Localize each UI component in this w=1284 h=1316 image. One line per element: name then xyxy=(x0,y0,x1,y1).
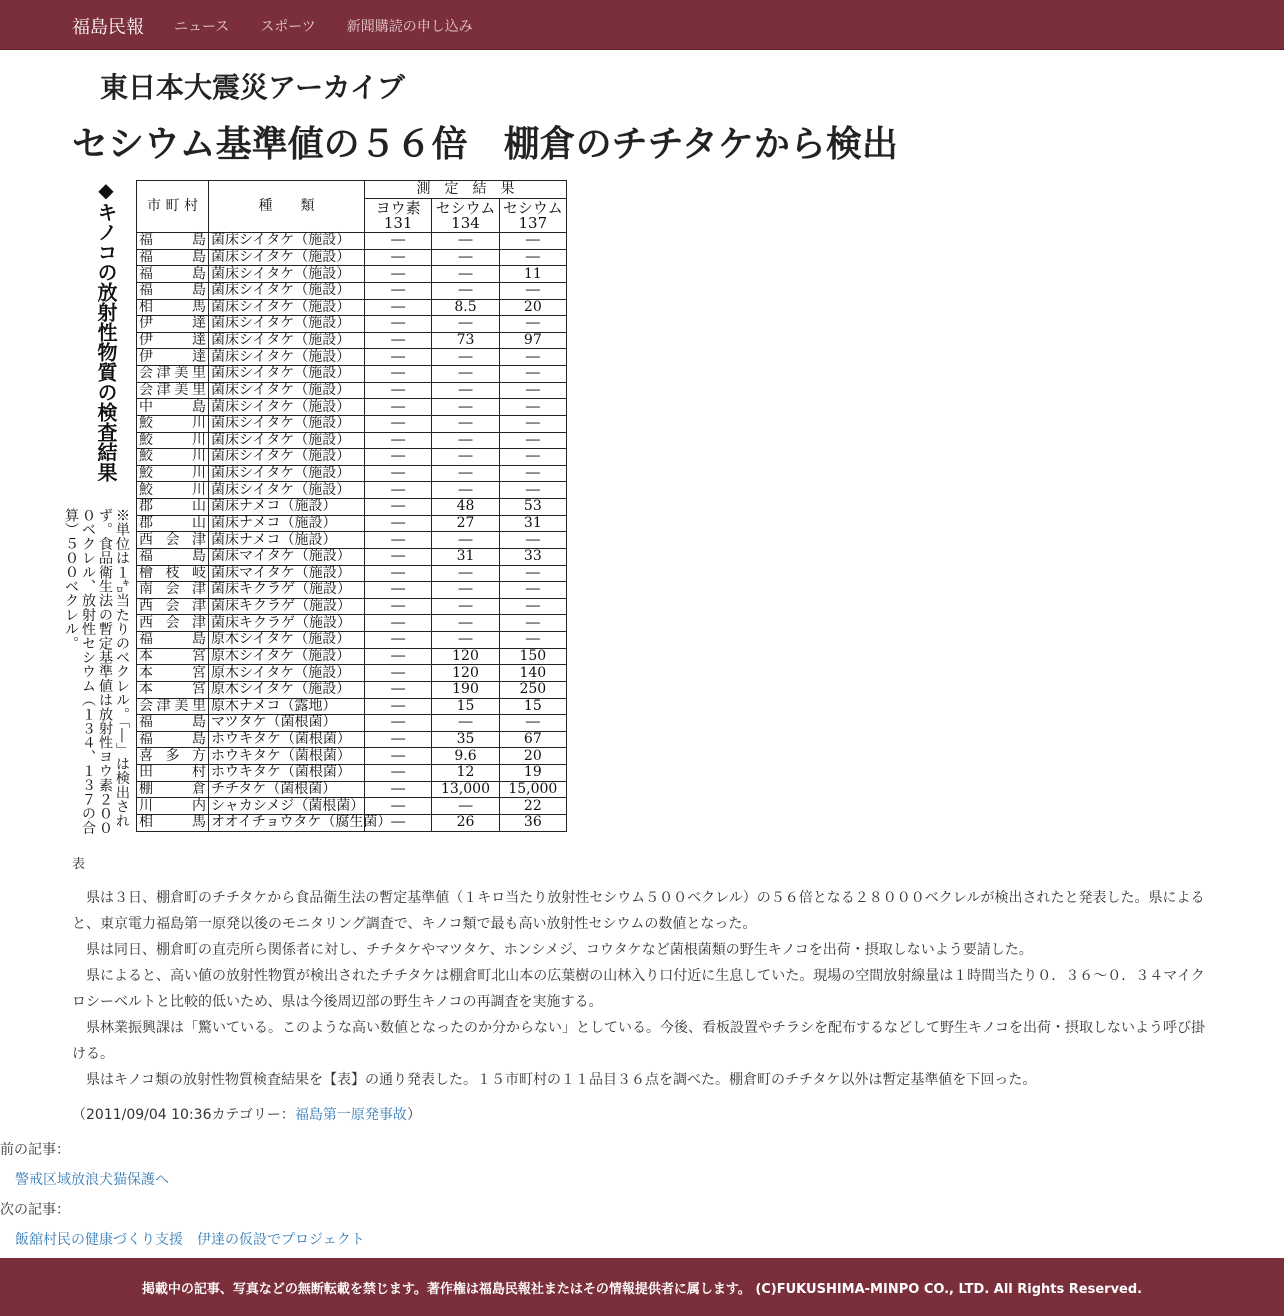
table-row xyxy=(137,715,567,732)
table-row xyxy=(137,366,567,383)
cell-city: 会津美里 xyxy=(137,698,209,715)
cell-i131: ― xyxy=(365,765,432,782)
cell-kind: 菌床シイタケ（施設） xyxy=(209,366,365,383)
cell-i131: ― xyxy=(365,565,432,582)
cell-i131: ― xyxy=(365,282,432,299)
cell-kind: 菌床シイタケ（施設） xyxy=(209,349,365,366)
cell-city: 伊達 xyxy=(137,349,209,366)
cell-city: 福島 xyxy=(137,632,209,649)
header-cs134: セシウム 134 xyxy=(432,199,499,233)
nav-links xyxy=(174,16,504,36)
cell-kind: ホウキタケ（菌根菌） xyxy=(209,731,365,748)
cell-kind: ホウキタケ（菌根菌） xyxy=(209,748,365,765)
cell-cs134: 48 xyxy=(432,499,499,516)
cell-cs134: ― xyxy=(432,598,499,615)
article-meta xyxy=(72,1104,421,1124)
cell-cs137: ― xyxy=(499,532,566,549)
cell-cs134: ― xyxy=(432,482,499,499)
cell-city: 喜多方 xyxy=(137,748,209,765)
cell-cs137: ― xyxy=(499,432,566,449)
cell-kind: マツタケ（菌根菌） xyxy=(209,715,365,732)
cell-kind: 菌床シイタケ（施設） xyxy=(209,432,365,449)
cell-cs134: ― xyxy=(432,282,499,299)
cell-kind: 原木ナメコ（露地） xyxy=(209,698,365,715)
cell-kind: オオイチョウタケ（腐生菌） xyxy=(209,814,365,831)
cell-cs134: ― xyxy=(432,615,499,632)
cell-city: 本宮 xyxy=(137,665,209,682)
table-row xyxy=(137,515,567,532)
results-table-body xyxy=(137,233,567,832)
cell-cs134: 26 xyxy=(432,814,499,831)
cell-city: 西会津 xyxy=(137,598,209,615)
table-row xyxy=(137,499,567,516)
cell-cs137: 33 xyxy=(499,548,566,565)
brand-logo-link[interactable]: 福島民報 xyxy=(72,17,144,38)
cell-cs137: ― xyxy=(499,382,566,399)
cell-cs134: 31 xyxy=(432,548,499,565)
cell-city: 鮫川 xyxy=(137,415,209,432)
cell-city: 鮫川 xyxy=(137,432,209,449)
table-row xyxy=(137,565,567,582)
cell-cs137: ― xyxy=(499,598,566,615)
cell-kind: 菌床シイタケ（施設） xyxy=(209,465,365,482)
table-row xyxy=(137,632,567,649)
table-row xyxy=(137,765,567,782)
next-article-label: 次の記事： xyxy=(0,1202,70,1218)
cell-kind: 菌床ナメコ（施設） xyxy=(209,532,365,549)
table-row xyxy=(137,465,567,482)
cell-cs137: 19 xyxy=(499,765,566,782)
results-table-image xyxy=(63,178,570,846)
cell-city: 福島 xyxy=(137,731,209,748)
section-title: 東日本大震災アーカイブ xyxy=(100,71,405,104)
table-row xyxy=(137,249,567,266)
cell-city: 伊達 xyxy=(137,332,209,349)
cell-i131: ― xyxy=(365,731,432,748)
cell-cs137: 11 xyxy=(499,266,566,283)
cell-cs134: ― xyxy=(432,366,499,383)
cell-cs137: ― xyxy=(499,349,566,366)
table-row xyxy=(137,233,567,250)
cell-i131: ― xyxy=(365,582,432,599)
cell-cs134: ― xyxy=(432,449,499,466)
cell-kind: チチタケ（菌根菌） xyxy=(209,781,365,798)
cell-city: 川内 xyxy=(137,798,209,815)
meta-date: （2011/09/04 10:36カテゴリー： xyxy=(72,1107,295,1123)
cell-kind: 菌床マイタケ（施設） xyxy=(209,548,365,565)
cell-i131: ― xyxy=(365,532,432,549)
results-table xyxy=(136,180,567,832)
table-row xyxy=(137,299,567,316)
cell-cs137: 20 xyxy=(499,748,566,765)
cell-kind: 菌床ナメコ（施設） xyxy=(209,499,365,516)
article-paragraph: 県によると、高い値の放射性物質が検出されたチチタケは棚倉町北山本の広葉樹の山林入り口付近に生息していた。現場の空間放射線量は１時間当たり０．３６～０．３４マイクロシーベルトと比較的低いため、県は今後周辺部の野生キノコの再調査を実施する。 xyxy=(72,968,1205,1010)
cell-cs134: ― xyxy=(432,233,499,250)
cell-cs134: 8.5 xyxy=(432,299,499,316)
table-row xyxy=(137,415,567,432)
cell-cs134: 120 xyxy=(432,648,499,665)
article-paragraph: 県は３日、棚倉町のチチタケから食品衛生法の暫定基準値（１キロ当たり放射性セシウム５００ベクレル）の５６倍となる２８０００ベクレルが検出されたと発表した。県によると、東京電力福島第一原発以後のモニタリング調査で、キノコ類で最も高い放射性セシウムの数値となった。 xyxy=(72,890,1205,932)
cell-cs137: ― xyxy=(499,282,566,299)
cell-cs137: ― xyxy=(499,615,566,632)
cell-cs137: 53 xyxy=(499,499,566,516)
cell-kind: 菌床シイタケ（施設） xyxy=(209,299,365,316)
cell-cs137: ― xyxy=(499,632,566,649)
cell-kind: 菌床シイタケ（施設） xyxy=(209,316,365,333)
cell-i131: ― xyxy=(365,814,432,831)
cell-city: 福島 xyxy=(137,282,209,299)
article-body xyxy=(72,885,1212,1093)
article-paragraph: 県はキノコ類の放射性物質検査結果を【表】の通り発表した。１５市町村の１１品目３６点を調べた。棚倉町のチチタケ以外は暫定基準値を下回った。 xyxy=(86,1072,1037,1088)
cell-city: 福島 xyxy=(137,266,209,283)
table-row xyxy=(137,731,567,748)
cell-i131: ― xyxy=(365,482,432,499)
cell-cs134: 12 xyxy=(432,765,499,782)
cell-kind: 菌床シイタケ（施設） xyxy=(209,266,365,283)
cell-cs134: 190 xyxy=(432,681,499,698)
cell-cs134: ― xyxy=(432,349,499,366)
table-row xyxy=(137,332,567,349)
figure-caption: 表 xyxy=(72,857,86,872)
table-row xyxy=(137,266,567,283)
table-row xyxy=(137,449,567,466)
table-row xyxy=(137,781,567,798)
cell-kind: 菌床キクラゲ（施設） xyxy=(209,598,365,615)
cell-cs134: ― xyxy=(432,249,499,266)
cell-city: 西会津 xyxy=(137,615,209,632)
cell-kind: 原木シイタケ（施設） xyxy=(209,632,365,649)
cell-cs134: 9.6 xyxy=(432,748,499,765)
cell-kind: 菌床ナメコ（施設） xyxy=(209,515,365,532)
table-row xyxy=(137,349,567,366)
cell-cs134: ― xyxy=(432,382,499,399)
cell-cs137: 15,000 xyxy=(499,781,566,798)
cell-kind: 菌床シイタケ（施設） xyxy=(209,249,365,266)
cell-i131: ― xyxy=(365,399,432,416)
cell-city: 福島 xyxy=(137,249,209,266)
cell-i131: ― xyxy=(365,698,432,715)
nav-link-sports[interactable]: スポーツ xyxy=(260,19,316,35)
cell-i131: ― xyxy=(365,316,432,333)
cell-kind: 菌床シイタケ（施設） xyxy=(209,282,365,299)
table-row xyxy=(137,681,567,698)
cell-kind: 菌床マイタケ（施設） xyxy=(209,565,365,582)
next-article-link[interactable]: 飯舘村民の健康づくり支援 伊達の仮設でプロジェクト xyxy=(15,1232,365,1248)
cell-city: 郡山 xyxy=(137,515,209,532)
cell-cs134: 15 xyxy=(432,698,499,715)
cell-cs137: 31 xyxy=(499,515,566,532)
cell-city: 南会津 xyxy=(137,582,209,599)
cell-cs134: ― xyxy=(432,798,499,815)
cell-city: 福島 xyxy=(137,233,209,250)
cell-cs137: ― xyxy=(499,249,566,266)
cell-i131: ― xyxy=(365,499,432,516)
cell-cs134: ― xyxy=(432,415,499,432)
cell-i131: ― xyxy=(365,332,432,349)
cell-i131: ― xyxy=(365,233,432,250)
cell-city: 相馬 xyxy=(137,299,209,316)
cell-kind: 原木シイタケ（施設） xyxy=(209,648,365,665)
table-row xyxy=(137,282,567,299)
cell-i131: ― xyxy=(365,465,432,482)
top-navbar xyxy=(0,0,1284,50)
prev-article-link[interactable]: 警戒区域放浪犬猫保護へ xyxy=(15,1172,169,1188)
footer xyxy=(0,1258,1284,1316)
cell-kind: 菌床キクラゲ（施設） xyxy=(209,615,365,632)
cell-i131: ― xyxy=(365,681,432,698)
cell-i131: ― xyxy=(365,781,432,798)
cell-kind: 菌床シイタケ（施設） xyxy=(209,332,365,349)
table-row xyxy=(137,548,567,565)
cell-kind: シャカシメジ（菌根菌） xyxy=(209,798,365,815)
cell-city: 相馬 xyxy=(137,814,209,831)
cell-city: 郡山 xyxy=(137,499,209,516)
table-row xyxy=(137,482,567,499)
header-cs137: セシウム 137 xyxy=(499,199,566,233)
table-row xyxy=(137,748,567,765)
cell-i131: ― xyxy=(365,548,432,565)
cell-cs137: ― xyxy=(499,449,566,466)
cell-cs137: 20 xyxy=(499,299,566,316)
cell-cs137: 140 xyxy=(499,665,566,682)
cell-cs134: ― xyxy=(432,399,499,416)
cell-cs134: ― xyxy=(432,316,499,333)
cell-city: 本宮 xyxy=(137,648,209,665)
cell-city: 会津美里 xyxy=(137,382,209,399)
cell-i131: ― xyxy=(365,249,432,266)
cell-cs137: 36 xyxy=(499,814,566,831)
cell-i131: ― xyxy=(365,665,432,682)
cell-city: 鮫川 xyxy=(137,482,209,499)
nav-link-subscribe[interactable]: 新聞購読の申し込み xyxy=(346,19,473,35)
table-row xyxy=(137,598,567,615)
cell-i131: ― xyxy=(365,615,432,632)
cell-cs134: ― xyxy=(432,565,499,582)
cell-cs137: ― xyxy=(499,482,566,499)
cell-cs137: 97 xyxy=(499,332,566,349)
cell-city: 鮫川 xyxy=(137,449,209,466)
cell-cs137: 150 xyxy=(499,648,566,665)
cell-kind: 原木シイタケ（施設） xyxy=(209,665,365,682)
cell-kind: 原木シイタケ（施設） xyxy=(209,681,365,698)
cell-i131: ― xyxy=(365,432,432,449)
cell-kind: 菌床シイタケ（施設） xyxy=(209,449,365,466)
cell-city: 西会津 xyxy=(137,532,209,549)
table-row xyxy=(137,814,567,831)
figure-title: ◆キノコの放射性物質の検査結果 xyxy=(94,178,118,482)
table-row xyxy=(137,798,567,815)
cell-kind: 菌床シイタケ（施設） xyxy=(209,399,365,416)
cell-city: 檜枝岐 xyxy=(137,565,209,582)
header-result: 測 定 結 果 xyxy=(365,181,567,199)
cell-i131: ― xyxy=(365,415,432,432)
cell-i131: ― xyxy=(365,515,432,532)
cell-i131: ― xyxy=(365,449,432,466)
cell-city: 棚倉 xyxy=(137,781,209,798)
figure-notes: ※単位は１㌔当たりのベクレル。「―」は検出されず。食品衛生法の暫定基準値は放射性ヨウ素２０００ベクレル、放射性セシウム（１３４、１３７の合算）５００ベクレル。 xyxy=(63,508,130,835)
cell-cs134: ― xyxy=(432,266,499,283)
cell-i131: ― xyxy=(365,715,432,732)
cell-cs137: ― xyxy=(499,465,566,482)
cell-i131: ― xyxy=(365,748,432,765)
cell-cs137: 22 xyxy=(499,798,566,815)
cell-city: 福島 xyxy=(137,548,209,565)
cell-i131: ― xyxy=(365,266,432,283)
cell-cs134: ― xyxy=(432,532,499,549)
table-row xyxy=(137,399,567,416)
header-city: 市 町 村 xyxy=(137,181,209,233)
cell-city: 伊達 xyxy=(137,316,209,333)
nav-link-news[interactable]: ニュース xyxy=(174,19,230,35)
table-row xyxy=(137,665,567,682)
cell-cs134: ― xyxy=(432,432,499,449)
meta-suffix: ） xyxy=(406,1107,421,1123)
cell-city: 中島 xyxy=(137,399,209,416)
cell-city: 田村 xyxy=(137,765,209,782)
cell-city: 福島 xyxy=(137,715,209,732)
table-row xyxy=(137,648,567,665)
cell-cs134: 35 xyxy=(432,731,499,748)
cell-cs137: ― xyxy=(499,366,566,383)
cell-cs137: ― xyxy=(499,582,566,599)
cell-cs137: 15 xyxy=(499,698,566,715)
prev-article-label: 前の記事： xyxy=(0,1142,70,1158)
table-row xyxy=(137,532,567,549)
table-row xyxy=(137,582,567,599)
cell-cs134: ― xyxy=(432,632,499,649)
cell-kind: 菌床シイタケ（施設） xyxy=(209,482,365,499)
cell-cs137: ― xyxy=(499,233,566,250)
cell-cs137: ― xyxy=(499,565,566,582)
cell-kind: 菌床キクラゲ（施設） xyxy=(209,582,365,599)
cell-cs134: ― xyxy=(432,465,499,482)
cell-kind: ホウキタケ（菌根菌） xyxy=(209,765,365,782)
cell-i131: ― xyxy=(365,382,432,399)
cell-cs137: ― xyxy=(499,715,566,732)
cell-i131: ― xyxy=(365,349,432,366)
cell-cs137: ― xyxy=(499,399,566,416)
cell-i131: ― xyxy=(365,366,432,383)
cell-cs134: ― xyxy=(432,715,499,732)
header-kind: 種 類 xyxy=(209,181,365,233)
cell-i131: ― xyxy=(365,648,432,665)
cell-cs134: ― xyxy=(432,582,499,599)
cell-cs137: 250 xyxy=(499,681,566,698)
table-row xyxy=(137,432,567,449)
cell-i131: ― xyxy=(365,798,432,815)
article-paragraph: 県林業振興課は「驚いている。このような高い数値となったのか分からない」としている。今後、看板設置やチラシを配布するなどして野生キノコを出荷・摂取しないよう呼び掛ける。 xyxy=(72,1020,1206,1062)
cell-i131: ― xyxy=(365,632,432,649)
cell-cs137: ― xyxy=(499,316,566,333)
cell-i131: ― xyxy=(365,598,432,615)
cell-cs134: 13,000 xyxy=(432,781,499,798)
cell-city: 本宮 xyxy=(137,681,209,698)
cell-cs137: ― xyxy=(499,415,566,432)
header-i131: ヨウ素 131 xyxy=(365,199,432,233)
copyright-text: 掲載中の記事、写真などの無断転載を禁じます。著作権は福島民報社またはその情報提供者に属します。 (C)FUKUSHIMA-MINPO CO., LTD. All Rights Reserved. xyxy=(141,1282,1143,1297)
cell-cs134: 27 xyxy=(432,515,499,532)
cell-city: 鮫川 xyxy=(137,465,209,482)
table-row xyxy=(137,316,567,333)
table-row xyxy=(137,698,567,715)
article-paragraph: 県は同日、棚倉町の直売所ら関係者に対し、チチタケやマツタケ、ホンシメジ、コウタケなど菌根菌類の野生キノコを出荷・摂取しないよう要請した。 xyxy=(86,942,1033,958)
cell-city: 会津美里 xyxy=(137,366,209,383)
category-link[interactable]: 福島第一原発事故 xyxy=(294,1107,407,1123)
cell-cs134: 73 xyxy=(432,332,499,349)
cell-kind: 菌床シイタケ（施設） xyxy=(209,233,365,250)
cell-kind: 菌床シイタケ（施設） xyxy=(209,382,365,399)
cell-i131: ― xyxy=(365,299,432,316)
table-row xyxy=(137,615,567,632)
cell-cs134: 120 xyxy=(432,665,499,682)
table-row xyxy=(137,382,567,399)
cell-kind: 菌床シイタケ（施設） xyxy=(209,415,365,432)
cell-cs137: 67 xyxy=(499,731,566,748)
article-headline: セシウム基準値の５６倍 棚倉のチチタケから検出 xyxy=(72,124,898,165)
